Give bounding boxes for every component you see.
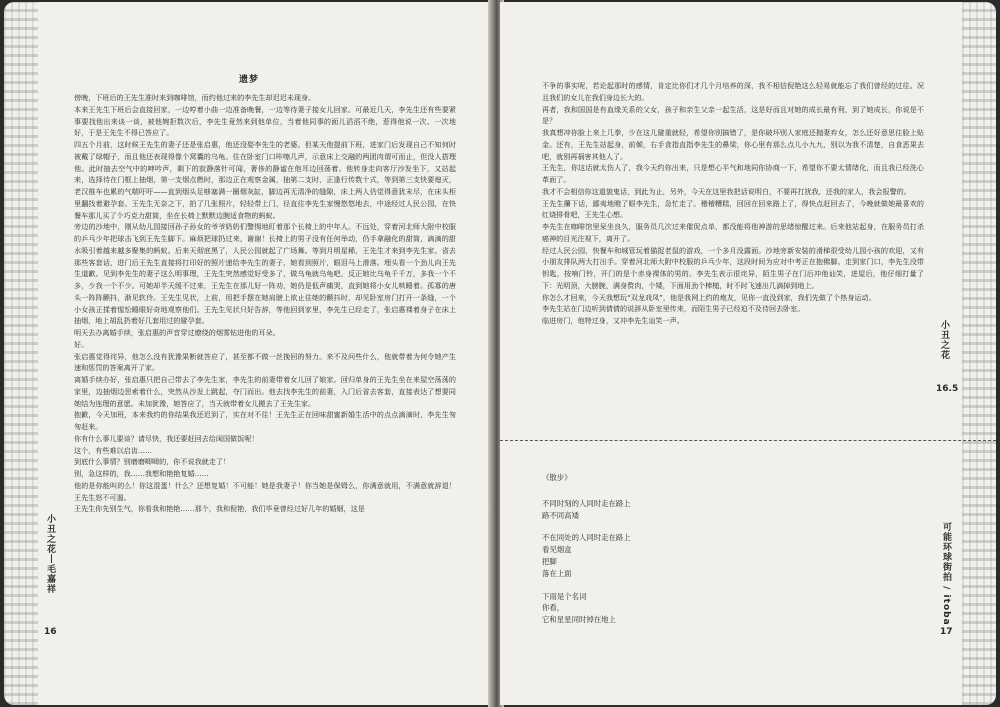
page-edge-texture	[4, 2, 38, 705]
paragraph: 你怎么才回来，今天我想玩“双龙戏凤”，他是我网上约的炮友，见你一直没到家，我们先做了个热身运动。	[542, 292, 876, 302]
paragraph: 再者，我和国国是有血缘关系的父女，孩子和亲生父亲一起生活，这是好而且对她的成长最有利，到了她成长，你说是不是？	[542, 104, 924, 126]
paragraph: 明天去办离婚手续，张启惠的声音穿过缭绕的烟雾钻进他的耳朵。	[74, 328, 280, 337]
paragraph: 抱歉，今天加班，本来我约的你结果我还迟到了，实在对不住！王先生正在回味甜蜜新婚生活中的点点滴滴时，李先生匆匆赶来。	[74, 410, 456, 431]
section-divider	[500, 440, 996, 441]
paragraph: 四五个月前，这时候王先生的妻子还是张启惠，他还没娶李先生的老婆。但某天他提前下班，进家门后发现自己不知何时被戴了绿帽子，而且他还表现得像个窝囊的乌龟。住在卧室门口咔嚓几声，示意床上交融的两团肉谓可而止，但没人搭理他。此时抽去空气中的呻吟声，剩下的寂静落针可闻，奢侈的静谧在他耳边回荡着。他转身走向客厅沙发坐下，又站起来，选择待在门框上抽烟，第一支烟点燃时，那边正在观察金属，抽第二支时，正逢行传数十式，等到第三支快要熄灭，老汉推车也累的气喘吁吁——直到烟头足够塞满一圈烟灰缸，脚边再无清净的缝隙，床上两人仍觉得意犹未尽，在床头柜里翻找着避孕套。王先生无奈之下，拍了几张照片，轻轻带上门，径直往李先生家慢悠悠地去，中途经过人民公园，在快餐车那儿买了个巧克力甜筒，坐在长椅上默默边腕适食物的蚂蚁。	[74, 140, 456, 220]
story-title: 遗梦	[238, 75, 259, 85]
poem-line: 把脚	[542, 556, 557, 566]
paragraph: 他的是你能叫的么！你这混蛋！什么？还想复婚！不可能！她是我妻子！你当她是保姆么，你满意就用，不满意就辞退！王先生怒不可遏。	[74, 480, 456, 502]
left-page-number: 16	[44, 627, 57, 637]
poem-line: 它和星星同时掉在地上	[542, 615, 616, 625]
paragraph: 临进房门，他特过身，又冲李先生讪笑一声。	[542, 316, 684, 325]
poem-line: 不同时刻的人同时走在路上	[542, 498, 631, 508]
paragraph: 我真想冲你脸上来上几拳，少在这儿避重就轻，希望你别搞错了，是你破坏别人家庭还抛妻弃女，怎么还好意思往脸上贴金。还有，王先生站起身，前倾，右手食指直指李先生的鼻梁，你心里有那么点儿小九九，别以为我不清楚，自食恶果去吧，就别再祸害其他人了。	[542, 128, 924, 161]
left-body-text	[74, 92, 456, 515]
page-edge-texture	[962, 2, 996, 705]
poem-line: 下雨是个名词	[542, 591, 587, 601]
paragraph: 王先生攥下话，鄙夷地瞪了眼李先生，急忙走了。稽稽糟糕，回回在回来路上了，得快点赶回去了，今晚就做她最喜欢的红烧排骨吧，王先生心想。	[542, 198, 924, 220]
stanza-gap	[542, 521, 792, 532]
right-body-text	[542, 80, 924, 327]
poem-line: 不在同处的人同时走在路上	[542, 533, 631, 543]
right-page	[500, 2, 996, 705]
paragraph: 不争的事实呢，若论起那时的感情，肯定比你们才几个月培养的深，我不相信倪艳这么轻易就能忘了我们曾经的过往。况且我们的女儿在我们身边长大的。	[542, 81, 924, 102]
paragraph: 傍晚，下班后的王先生准时来到咖啡馆，而约他过来的李先生却迟迟未现身。	[74, 93, 316, 102]
poem-body	[542, 498, 792, 626]
right-page-number: 17	[940, 627, 953, 637]
poem-line: 你看，	[542, 603, 565, 613]
poem-title: 《散步》	[542, 473, 572, 482]
stanza-gap	[542, 580, 792, 591]
paragraph: 到底什么事情？别磨磨唧唧的，你不说我就走了！	[74, 457, 231, 467]
paragraph: 你有什么事儿要谈？请尽快，我还要赶回去给闺国做饭呢！	[74, 433, 259, 443]
paragraph: 离婚手续办好，张启惠只把自己带去了李先生家，李先生的前妻带着女儿回了娘家。回归单身的王先生坐在来屋空荡荡的家里，边抽烟边思索着什么，突然从沙发上跳起，夺门而出。他去找李先生的前妻，入门后省去客套，直接表达了想要同她结为连理的意愿。未加犹豫，她答应了，当天就带着女儿搬去了王先生家。	[74, 375, 456, 408]
paragraph: 别，急这样的，我……我想和艳艳复婚……	[74, 469, 209, 478]
paragraph: 王先生你先别生气，你看我和艳艳……那个，我和倪艳，我们毕竟曾经过好几年的婚姻，这是	[74, 504, 365, 514]
left-side-label: 小丑之花丨毛嘉祥	[45, 514, 55, 594]
right-side-label-top: 小丑之花	[939, 320, 949, 360]
paragraph: 李先生站在门边听到倩倩的说辞从卧室里传来，而陌生男子已经迫不及待回去卧室。	[542, 304, 805, 314]
poem	[542, 472, 792, 626]
right-page-number-top: 16.5	[936, 384, 959, 394]
paragraph: 王先生，你这话就太伤人了，我今天约你出来，只是想心平气和地同你协商一下，希望你不要太情绪化，而且我已经洗心革面了。	[542, 163, 924, 184]
paragraph: 好。	[74, 339, 89, 349]
paragraph: 李先生在咖啡馆里呆坐良久，服务员几次过来催促点单，都没能将他神游的思绪惊醒过来。后来他站起身，在服务员打杀癌神的目光注视下，离开了。	[542, 222, 924, 243]
paragraph: 张启惠觉得诧异，他怎么没有犹豫果断就答应了，甚至都不做一丝挽回的努力。来不及问些什么，他就带着为何令她产生速和惩罚的答案离开了家。	[74, 351, 456, 373]
right-side-label-bottom: 可能环球街拍 / itoba	[941, 522, 951, 626]
paragraph: 我才不会相信你这道貌鬼话，到此为止，另外，今天在这里我把话说明白，不要再打扰我，还我的家人，我会报警的。	[542, 186, 911, 196]
poem-line: 看见烟盒	[542, 545, 572, 555]
paragraph: 这个，有些难以启齿……	[74, 445, 153, 455]
poem-line: 落在上面	[542, 568, 572, 578]
poem-line: 路不同高矮	[542, 510, 579, 520]
paragraph: 本来王先生下班后会直接回家，一边哼着小曲一边准备晚餐，一边等待妻子接女儿回家。可最近几天，李先生还有些要紧事要找他出来谈一谈，被他婉拒数次后，李先生竟然来到他单位，当着他同事的面儿滔滔不绝，惹得他说一次、一次地好，于是王先生不得已答应了。	[74, 104, 456, 138]
left-page	[4, 2, 494, 705]
paragraph: 经过人民公园，快餐车和城管玩着猫捉老鼠的游戏，一个多月没露面。沙地旁新安装的滑梯很受幼儿园小孩的欢迎，又有小朋友排队两大打出手。穿着河北师大附中校服的乒乓少年，这段时间为应对中考正在抱佛脚。走到家门口，李先生没带钥匙，按响门铃，开门的是个赤身裸体的男的。李先生表示很诧异，陌生男子在门后冲他讪笑，进屋后，他仔细打量了下：光明顶，大膀腕，满身赘肉，个矮，下面用劲个棒槌，时不时飞速出几滴掉到地上。	[542, 245, 924, 290]
paragraph: 旁边的沙地中，刚从幼儿园接回孙子孙女的爷爷奶奶们警惕地盯着那个长椅上的中年人。不远处，穿着河北师大附中校服的乒乓少年把球击飞到王先生脚下。麻烦把球扔过来，谢谢！长椅上的男子没有任何举动，仍手拿融化的甜筒，滴滴的甜水吸引着越来越多聚集的蚂蚁。后来天彻底黑了，人民公园就起了广场舞。等到月明星稀，王先生才来到李先生家。省去那些客套话，进门后王先生直接将打印好的照片递给李先生的妻子，她看到照片，眼泪马上滑落。埋头看一个劲儿向王先生道歉。见到李先生的妻子这么明事理，王先生突然感觉好受多了，做乌龟就乌龟吧，反正她比乌龟千千万，多我一个不多，少我一个不少。可她却半天缓不过来，王先生在那儿好一阵劝，她仍是低声痛哭，直到她将小女儿哄睡着。孤寡的唐头一阵阵颤抖，渐见软伶。王先生见状，上前，用把手摆在她肩膀上欲止住她的颤抖时，却见卧室房门打开一条缝，一个小女孩正揉着惺忪睡眼好奇地观察他们。王先生见状只好告辞，等他回到家里，李先生已经走了，张启惠裸着身子在床上抽烟，地上胡乱扔着好几套用过的避孕套。	[74, 222, 456, 326]
